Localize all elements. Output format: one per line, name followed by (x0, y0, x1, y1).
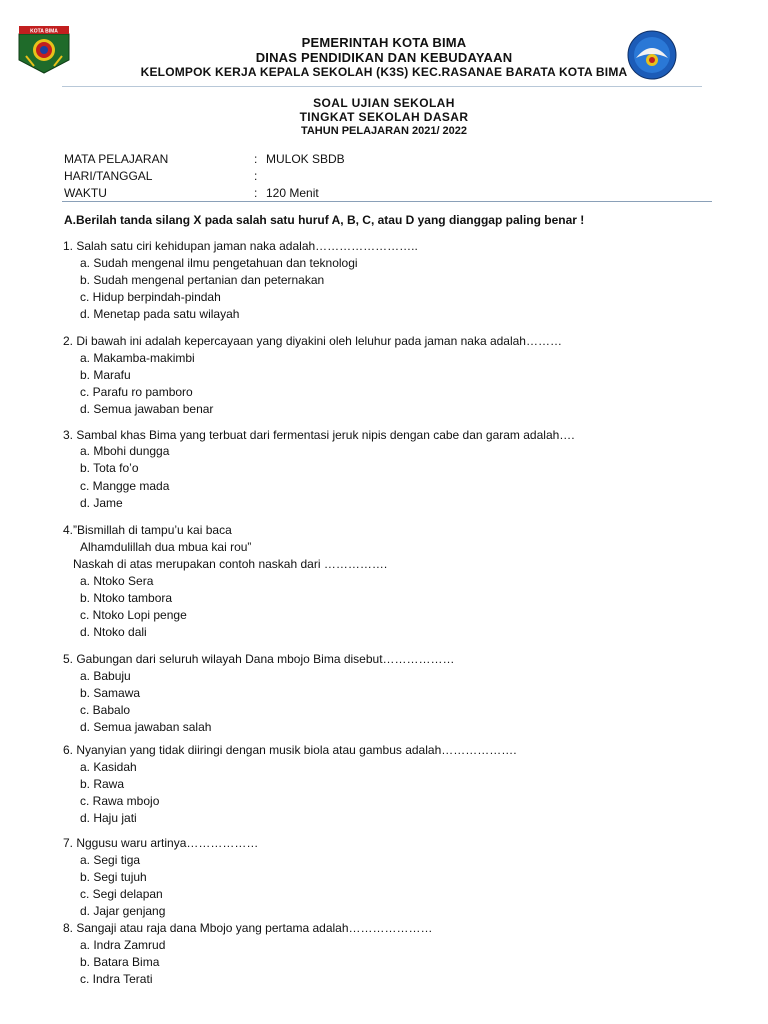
info-colon: : (254, 152, 258, 166)
question-4-option-c: c. Ntoko Lopi penge (80, 608, 187, 622)
question-6-option-b: b. Rawa (80, 777, 125, 791)
question-7-option-a: a. Segi tiga (80, 853, 141, 867)
question-4-option-b: b. Ntoko tambora (80, 591, 173, 605)
question-3: 3. Sambal khas Bima yang terbuat dari fermentasi jeruk nipis dengan cabe dan garam adalah…. (63, 428, 575, 442)
question-5: 5. Gabungan dari seluruh wilayah Dana mbojo Bima disebut……………… (63, 652, 455, 666)
info-value: MULOK SBDB (266, 152, 345, 166)
question-3-option-c: c. Mangge mada (80, 479, 170, 493)
question-2-option-b: b. Marafu (80, 368, 131, 382)
question-5-option-a: a. Babuju (80, 669, 131, 683)
question-8: 8. Sangaji atau raja dana Mbojo yang pertama adalah………………… (63, 921, 433, 935)
question-5-option-c: c. Babalo (80, 703, 131, 717)
question-1: 1. Salah satu ciri kehidupan jaman naka adalah…………………….. (63, 239, 418, 253)
question-2: 2. Di bawah ini adalah kepercayaan yang diyakini oleh leluhur pada jaman naka adalah……… (63, 334, 562, 348)
question-7-option-b: b. Segi tujuh (80, 870, 147, 884)
question-4-option-d: d. Ntoko dali (80, 625, 147, 639)
question-7-option-d: d. Jajar genjang (80, 904, 166, 918)
question-7-option-c: c. Segi delapan (80, 887, 163, 901)
question-4-option-a: a. Ntoko Sera (80, 574, 154, 588)
header-department: DINAS PENDIDIKAN DAN KEBUDAYAAN (255, 50, 513, 65)
question-8-option-b: b. Batara Bima (80, 955, 160, 969)
question-1-option-a: a. Sudah mengenal ilmu pengetahuan dan teknologi (80, 256, 358, 270)
question-4-verse-line: Alhamdulillah dua mbua kai rou” (80, 540, 252, 554)
question-2-option-d: d. Semua jawaban benar (80, 402, 214, 416)
question-3-option-a: a. Mbohi dungga (80, 444, 170, 458)
header-government: PEMERINTAH KOTA BIMA (301, 35, 467, 50)
question-1-option-b: b. Sudah mengenal pertanian dan peternakan (80, 273, 325, 287)
logo-left-text: KOTA BIMA (30, 28, 58, 35)
header-working-group: KELOMPOK KERJA KEPALA SEKOLAH (K3S) KEC.RASANAE BARATA KOTA BIMA (140, 65, 628, 79)
question-2-option-a: a. Makamba-makimbi (80, 351, 195, 365)
info-divider (62, 201, 712, 202)
question-1-option-c: c. Hidup berpindah-pindah (80, 290, 221, 304)
exam-title: SOAL UJIAN SEKOLAH (313, 96, 455, 110)
question-6: 6. Nyanyian yang tidak diiringi dengan musik biola atau gambus adalah………………. (63, 743, 517, 757)
question-3-option-d: d. Jame (80, 496, 123, 510)
info-colon: : (254, 169, 258, 183)
info-label: MATA PELAJARAN (64, 152, 169, 166)
question-4: 4.”Bismillah di tampu’u kai baca (63, 523, 232, 537)
question-6-option-a: a. Kasidah (80, 760, 137, 774)
question-2-option-c: c. Parafu ro pamboro (80, 385, 193, 399)
question-5-option-d: d. Semua jawaban salah (80, 720, 212, 734)
info-label: HARI/TANGGAL (64, 169, 153, 183)
question-7: 7. Nggusu waru artinya……………… (63, 836, 259, 850)
info-label: WAKTU (64, 186, 107, 200)
question-6-option-c: c. Rawa mbojo (80, 794, 160, 808)
question-5-option-b: b. Samawa (80, 686, 141, 700)
question-3-option-b: b. Tota fo’o (80, 461, 139, 475)
exam-level: TINGKAT SEKOLAH DASAR (299, 110, 469, 124)
question-4-prompt: Naskah di atas merupakan contoh naskah dari ……………. (73, 557, 388, 571)
exam-year: TAHUN PELAJARAN 2021/ 2022 (300, 125, 468, 137)
header-divider (62, 86, 702, 87)
question-1-option-d: d. Menetap pada satu wilayah (80, 307, 240, 321)
info-value: 120 Menit (266, 186, 319, 200)
info-colon: : (254, 186, 258, 200)
question-6-option-d: d. Haju jati (80, 811, 137, 825)
instruction: A.Berilah tanda silang X pada salah satu huruf A, B, C, atau D yang dianggap paling benar ! (64, 213, 585, 227)
question-8-option-c: c. Indra Terati (80, 972, 153, 986)
question-8-option-a: a. Indra Zamrud (80, 938, 166, 952)
